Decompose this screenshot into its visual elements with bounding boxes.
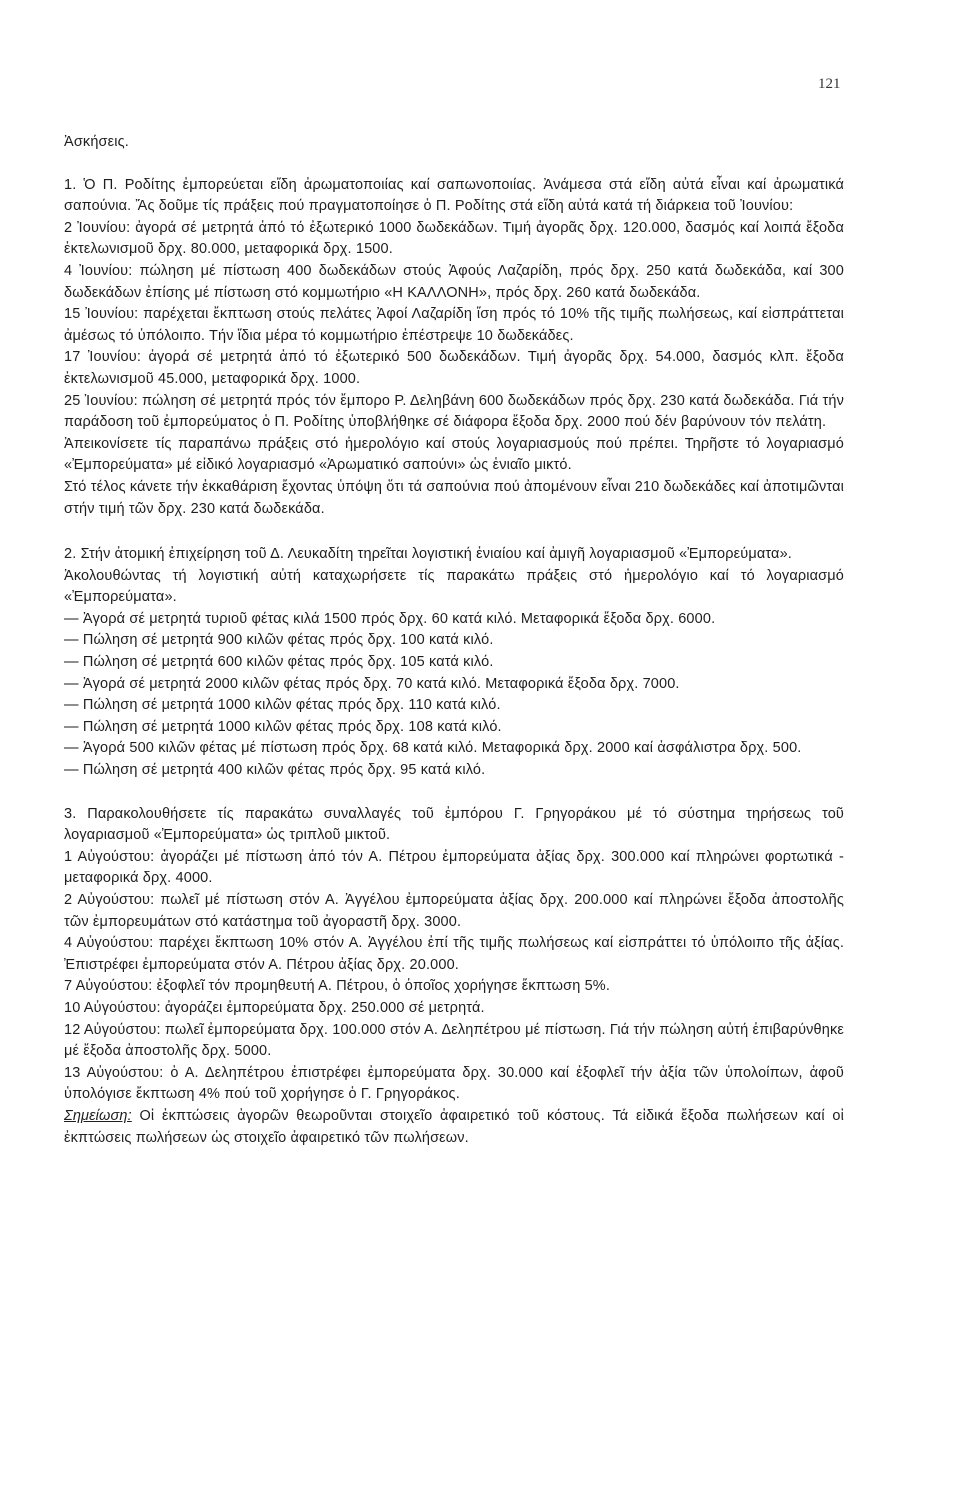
ex2-item: — Ἀγορά σέ μετρητά 2000 κιλῶν φέτας πρός δρχ. 70 κατά κιλό. Μεταφορικά ἔξοδα δρχ. 7000. bbox=[64, 675, 680, 692]
exercises-heading: Ἀσκήσεις. bbox=[64, 134, 129, 150]
ex1-june-25: 25 Ἰουνίου: πώληση σέ μετρητά πρός τόν ἔμπορο Ρ. Δεληβάνη 600 δωδεκάδων πρός δρχ. 230 κατά δωδεκάδα. Γιά τήν παράδοση τοῦ ἐμπορεύματος ὁ Π. Ροδίτης ὑποβλήθηκε σέ διάφορα ἔξοδα δρχ. 2000 πού δέν βαρύνουν τόν πελάτη. bbox=[64, 392, 844, 431]
ex2-intro: 2. Στήν ἀτομική ἐπιχείρηση τοῦ Δ. Λευκαδίτη τηρεῖται λογιστική ἑνιαίου καί ἀμιγῆ λογαριασμοῦ «Ἐμπορεύματα». bbox=[64, 546, 792, 563]
ex2-item: — Ἀγορά σέ μετρητά τυριοῦ φέτας κιλά 1500 πρός δρχ. 60 κατά κιλό. Μεταφορικά ἔξοδα δρχ. 6000. bbox=[64, 610, 716, 627]
ex3-note bbox=[64, 1106, 844, 1149]
ex2-item: — Πώληση σέ μετρητά 600 κιλῶν φέτας πρός δρχ. 105 κατά κιλό. bbox=[64, 654, 494, 671]
ex1-june-15: 15 Ἰουνίου: παρέχεται ἔκπτωση στούς πελάτες Ἀφοί Λαζαρίδη ἴση πρός τό 10% τῆς τιμῆς πωλήσεως, καί εἰσπράττεται ἀμέσως τό ὑπόλοιπο. Τήν ἴδια μέρα τό κομμωτήριο ἐπέστρεψε 10 δωδεκάδες. bbox=[64, 306, 844, 344]
ex1-june-2: 2 Ἰουνίου: ἀγορά σέ μετρητά ἀπό τό ἐξωτερικό 1000 δωδεκάδων. Τιμή ἀγορᾶς δρχ. 120.000, δασμός καί λοιπά ἔξοδα ἐκτελωνισμοῦ δρχ. 80.000, μεταφορικά δρχ. 1500. bbox=[64, 219, 844, 258]
page-number: 121 bbox=[818, 76, 841, 92]
ex3-intro: 3. Παρακολουθήσετε τίς παρακάτω συναλλαγές τοῦ ἐμπόρου Γ. Γρηγοράκου μέ τό σύστημα τηρήσεως τοῦ λογαριασμοῦ «Ἐμπορεύματα» ὡς τριπλοῦ μικτοῦ. bbox=[64, 805, 844, 844]
ex1-closing: Στό τέλος κάνετε τήν ἐκκαθάριση ἔχοντας ὑπόψη ὅτι τά σαπούνια πού ἀπομένουν εἶναι 210 δωδεκάδες καί ἀποτιμῶνται στήν τιμή τῶν δρχ. 230 κατά δωδεκάδα. bbox=[64, 478, 844, 517]
ex3-aug-13: 13 Αὐγούστου: ὁ Α. Δεληπέτρου ἐπιστρέφει ἐμπορεύματα δρχ. 30.000 καί ἐξοφλεῖ τήν ἀξία τῶν ὑπολοίπων, ἀφοῦ ὑπολόγισε ἔκπτωση 4% πού τοῦ χορήγησε ὁ Γ. Γρηγοράκος. bbox=[64, 1064, 844, 1103]
ex1-instructions: Ἀπεικονίσετε τίς παραπάνω πράξεις στό ἡμερολόγιο καί στούς λογαριασμούς πού πρέπει. Τηρῆστε τό λογαριασμό «Ἐμπορεύματα» μέ εἰδικό λογαριασμό «Ἀρωματικό σαπούνι» ὡς ἑνιαῖο μικτό. bbox=[64, 435, 844, 474]
page-content bbox=[64, 132, 844, 1149]
ex2-item: — Ἀγορά 500 κιλῶν φέτας μέ πίστωση πρός δρχ. 68 κατά κιλό. Μεταφορικά δρχ. 2000 καί ἀσφάλιστρα δρχ. 500. bbox=[64, 740, 802, 757]
ex2-item: — Πώληση σέ μετρητά 1000 κιλῶν φέτας πρός δρχ. 108 κατά κιλό. bbox=[64, 718, 502, 735]
ex3-aug-4: 4 Αὐγούστου: παρέχει ἔκπτωση 10% στόν Α. Ἀγγέλου ἐπί τῆς τιμῆς πωλήσεως καί εἰσπράττει τό ὑπόλοιπο τῆς ἀξίας. Ἐπιστρέφει ἐμπορεύματα στόν Α. Πέτρου ἀξίας δρχ. 20.000. bbox=[64, 935, 844, 973]
ex2-item: — Πώληση σέ μετρητά 1000 κιλῶν φέτας πρός δρχ. 110 κατά κιλό. bbox=[64, 697, 501, 714]
ex3-aug-10: 10 Αὐγούστου: ἀγοράζει ἐμπορεύματα δρχ. 250.000 σέ μετρητά. bbox=[64, 999, 485, 1016]
note-text: Οἱ ἐκπτώσεις ἀγορῶν θεωροῦνται στοιχεῖο ἀφαιρετικό τοῦ κόστους. Τά εἰδικά ἔξοδα πωλήσεων καί οἱ ἐκπτώσεις πωλήσεων ὡς στοιχεῖο ἀφαιρετικό τῶν πωλήσεων. bbox=[64, 1107, 844, 1146]
ex1-june-17: 17 Ἰουνίου: ἀγορά σέ μετρητά ἀπό τό ἐξωτερικό 500 δωδεκάδων. Τιμή ἀγορᾶς δρχ. 54.000, δασμός κλπ. ἔξοδα ἐκτελωνισμοῦ 45.000, μεταφορικά δρχ. 1000. bbox=[64, 349, 844, 387]
ex1-intro: 1. Ὁ Π. Ροδίτης ἐμπορεύεται εἴδη ἀρωματοποιίας καί σαπωνοποιίας. Ἀνάμεσα στά εἴδη αὐτά εἶναι καί ἀρωματικά σαπούνια. Ἄς δοῦμε τίς πράξεις πού πραγματοποίησε ὁ Π. Ροδίτης στά εἴδη αὐτά κατά τή διάρκεια τοῦ Ἰουνίου: bbox=[64, 176, 844, 215]
note-label: Σημείωση: bbox=[64, 1107, 132, 1124]
ex1-june-4: 4 Ἰουνίου: πώληση μέ πίστωση 400 δωδεκάδων στούς Ἀφούς Λαζαρίδη, πρός δρχ. 250 κατά δωδεκάδα, καί 300 δωδεκάδων ἐπίσης μέ πίστωση στό κομμωτήριο «Η ΚΑΛΛΟΝΗ», πρός δρχ. 260 κατά δωδεκάδα. bbox=[64, 262, 844, 301]
ex2-instructions: Ἀκολουθώντας τή λογιστική αὐτή καταχωρήσετε τίς παρακάτω πράξεις στό ἡμερολόγιο καί τό λογαριασμό «Ἐμπορεύματα». bbox=[64, 567, 844, 606]
ex3-aug-1: 1 Αὐγούστου: ἀγοράζει μέ πίστωση ἀπό τόν Α. Πέτρου ἐμπορεύματα ἀξίας δρχ. 300.000 καί πληρώνει φορτωτικά - μεταφορικά δρχ. 4000. bbox=[64, 848, 844, 887]
ex3-aug-2: 2 Αὐγούστου: πωλεῖ μέ πίστωση στόν Α. Ἀγγέλου ἐμπορεύματα ἀξίας δρχ. 200.000 καί πληρώνει ἔξοδα ἀποστολῆς τῶν ἐμπορευμάτων στό κατάστημα τοῦ ἀγοραστῆ δρχ. 3000. bbox=[64, 892, 844, 930]
ex3-aug-12: 12 Αὐγούστου: πωλεῖ ἐμπορεύματα δρχ. 100.000 στόν Α. Δεληπέτρου μέ πίστωση. Γιά τήν πώληση αὐτή ἐπιβαρύνθηκε μέ ἔξοδα ἀποστολῆς δρχ. 5000. bbox=[64, 1021, 844, 1060]
ex2-item: — Πώληση σέ μετρητά 900 κιλῶν φέτας πρός δρχ. 100 κατά κιλό. bbox=[64, 632, 494, 649]
ex3-aug-7: 7 Αὐγούστου: ἐξοφλεῖ τόν προμηθευτή Α. Πέτρου, ὁ ὁποῖος χορήγησε ἔκπτωση 5%. bbox=[64, 978, 611, 995]
ex2-item: — Πώληση σέ μετρητά 400 κιλῶν φέτας πρός δρχ. 95 κατά κιλό. bbox=[64, 762, 486, 779]
